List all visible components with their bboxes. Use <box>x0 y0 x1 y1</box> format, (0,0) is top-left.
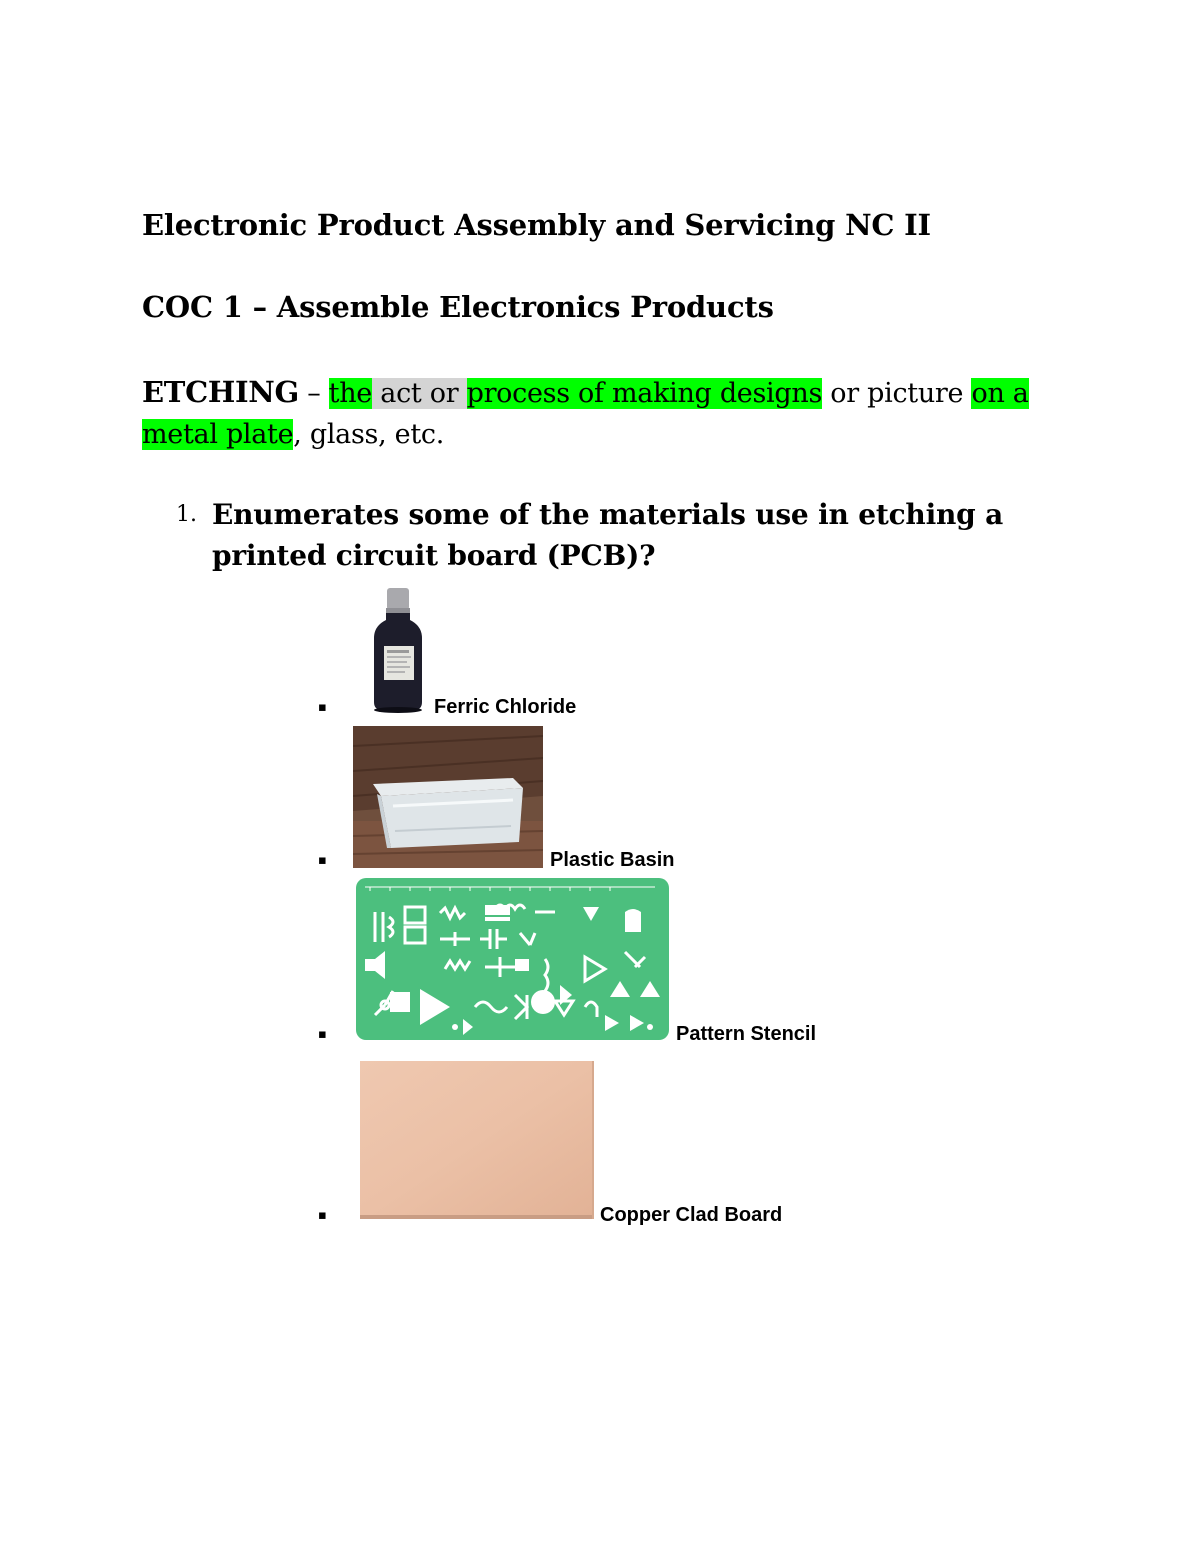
ferric-chloride-bottle-image <box>360 584 436 716</box>
definition-part-3: process of making designs <box>466 378 822 409</box>
question-number: 1. <box>176 502 197 527</box>
bullet-ferric-chloride: ▪ <box>318 700 327 715</box>
document-subtitle: COC 1 – Assemble Electronics Products <box>142 290 774 324</box>
definition-part-2: act or <box>372 378 467 409</box>
copper-clad-board-image <box>358 1059 596 1223</box>
definition-part-6: , glass, etc. <box>293 419 444 450</box>
question-text: Enumerates some of the materials use in etching a printed circuit board (PCB)? <box>212 498 1004 572</box>
plastic-basin-image <box>353 726 543 868</box>
definition-part-1: the <box>328 378 372 409</box>
label-ferric-chloride: Ferric Chloride <box>434 696 577 718</box>
etching-definition <box>142 372 1072 455</box>
definition-part-5: on a metal plate <box>142 378 1029 450</box>
definition-part-4: or picture <box>822 378 972 409</box>
definition-dash: – <box>298 378 329 409</box>
label-copper-clad-board: Copper Clad Board <box>600 1204 783 1226</box>
definition-term: ETCHING <box>142 375 299 409</box>
label-pattern-stencil: Pattern Stencil <box>676 1023 817 1045</box>
pattern-stencil-image <box>355 877 670 1041</box>
label-plastic-basin: Plastic Basin <box>550 849 675 871</box>
document-title: Electronic Product Assembly and Servicing NC II <box>142 208 931 242</box>
bullet-copper-clad-board: ▪ <box>318 1208 327 1223</box>
bullet-plastic-basin: ▪ <box>318 853 327 868</box>
bullet-pattern-stencil: ▪ <box>318 1027 327 1042</box>
